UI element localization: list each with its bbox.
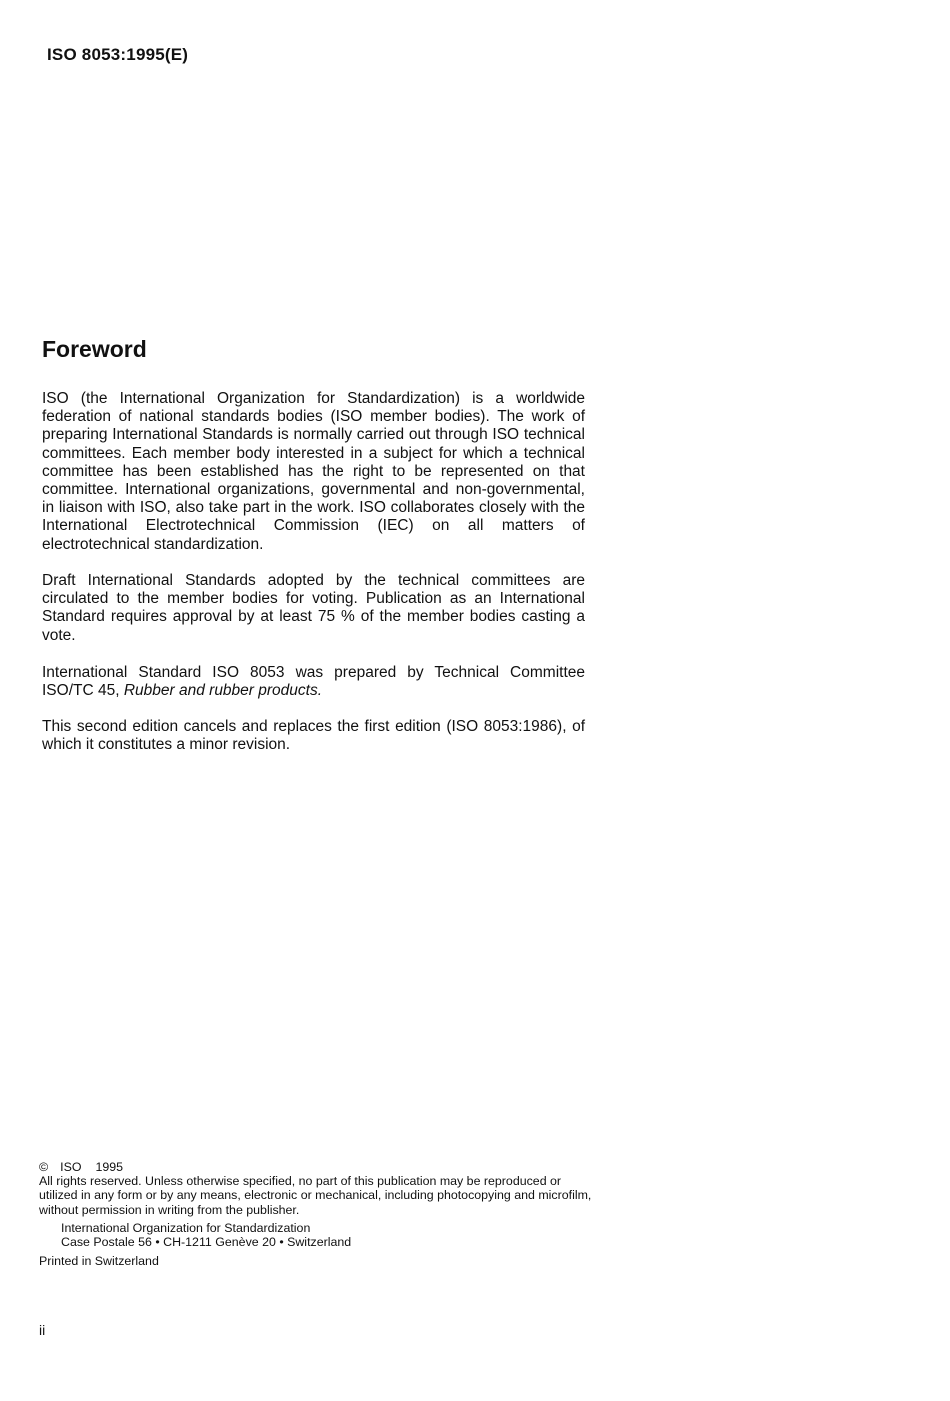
- foreword-paragraph-4: This second edition cancels and replaces the first edition (ISO 8053:1986), of which it constitutes a minor revision.: [42, 718, 585, 754]
- publisher-address-line-2: Case Postale 56 • CH-1211 Genève 20 • Switzerland: [61, 1235, 352, 1250]
- rights-notice: All rights reserved. Unless otherwise specified, no part of this publication may be reproduced or utilized in any form or by any means, electronic or mechanical, including photocopying and microfilm, without permission in writing from the publisher.: [39, 1174, 592, 1217]
- committee-title: Rubber and rubber products.: [123, 682, 323, 700]
- publisher-address-line-1: International Organization for Standardization: [61, 1220, 311, 1235]
- document-id: ISO 8053:1995(E): [47, 45, 189, 64]
- paragraph-3-text: International Standard ISO 8053 was prepared by Technical Committee ISO/TC 45,: [42, 664, 585, 700]
- copyright-line: [39, 1160, 599, 1174]
- copyright-year: 1995: [95, 1160, 124, 1174]
- copyright-symbol: ©: [39, 1160, 49, 1174]
- foreword-paragraph-2: Draft International Standards adopted by the technical committees are circulated to the member bodies for voting. Publication as an International Standard requires approval by at least 75 % of the member bodies casting a vote.: [42, 572, 585, 644]
- page-number: ii: [39, 1322, 46, 1338]
- foreword-paragraph-1: ISO (the International Organization for Standardization) is a worldwide federation of national standards bodies (ISO member bodies). The work of preparing International Standards is normally carried out through ISO technical committees. Each member body interested in a subject for which a technical committee has been established has the right to be represented on that committee. International organizations, governmental and non-governmental, in liaison with ISO, also take part in the work. ISO collaborates closely with the International Electrotechnical Commission (IEC) on all matters of electrotechnical standardization.: [42, 390, 585, 553]
- printed-in: Printed in Switzerland: [39, 1254, 159, 1269]
- copyright-org: ISO: [60, 1160, 82, 1174]
- copyright-block: [39, 1160, 599, 1268]
- foreword-heading: Foreword: [42, 336, 147, 362]
- foreword-paragraph-3: [42, 664, 585, 700]
